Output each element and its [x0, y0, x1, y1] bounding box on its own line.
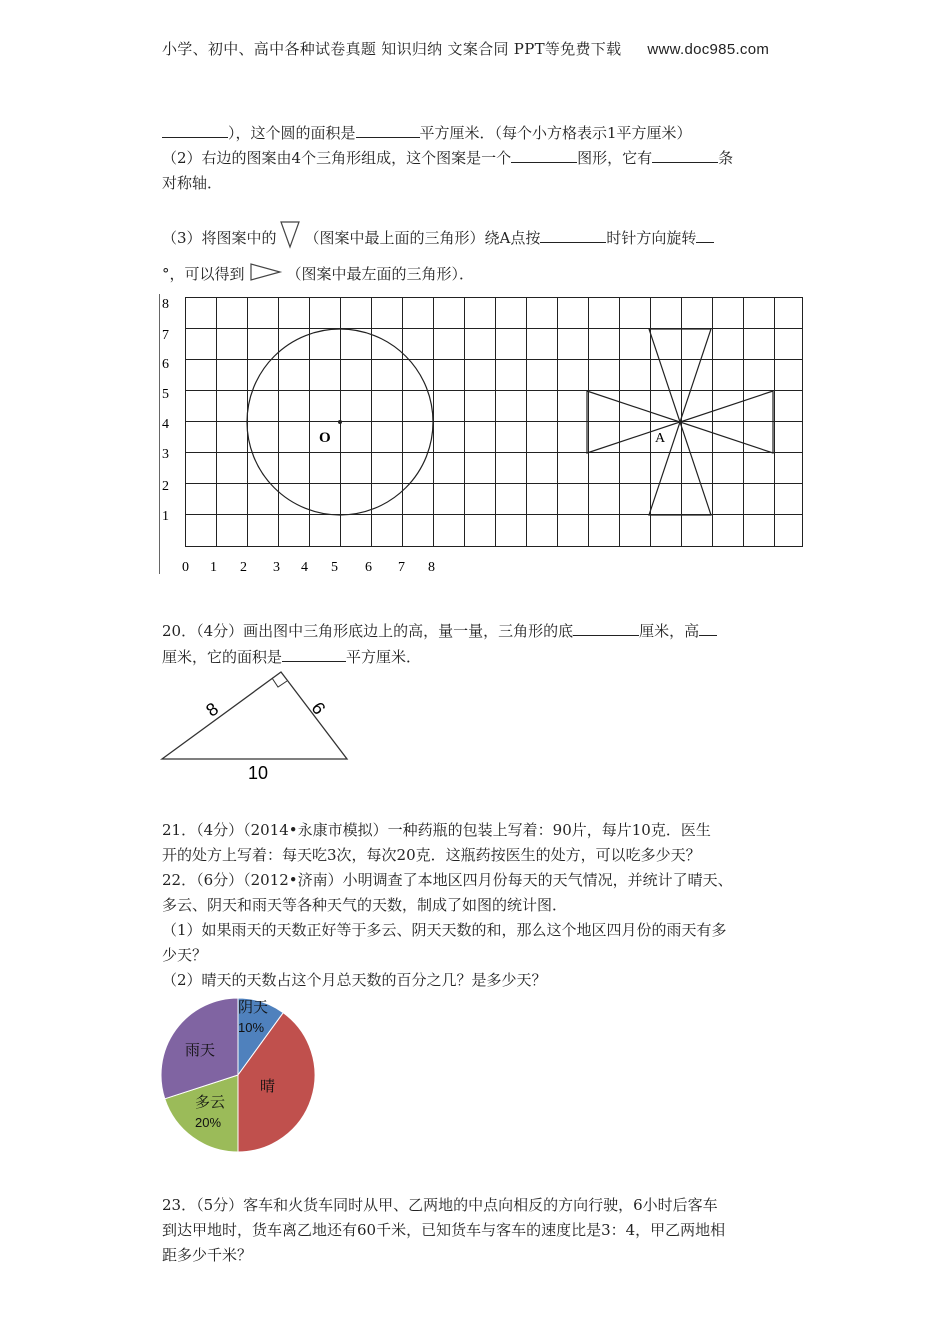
- y-label: 5: [162, 387, 169, 402]
- q19-line1: ），这个圆的面积是 平方厘米．（每个小方格表示1平方厘米）: [162, 122, 692, 144]
- answer-blank[interactable]: [573, 621, 639, 636]
- x-label: 1: [210, 560, 217, 575]
- x-label: 8: [428, 560, 435, 575]
- q21-line1: 21．（4分）（2014•永康市模拟）一种药瓶的包装上写着：90片，每片10克．医生: [162, 821, 711, 839]
- pie-label-partly-cloudy: 多云: [195, 1094, 226, 1111]
- answer-blank[interactable]: [652, 148, 718, 163]
- x-label: 4: [301, 560, 308, 575]
- q23-line1: 23．（5分）客车和火货车同时从甲、乙两地的中点向相反的方向行驶，6小时后客车: [162, 1196, 718, 1214]
- x-axis-labels: [182, 560, 435, 575]
- q22-part1-cont: 少天？: [162, 946, 208, 964]
- y-label: 3: [162, 447, 169, 462]
- x-label: 6: [365, 560, 372, 575]
- header-text: 小学、初中、高中各种试卷真题 知识归纳 文案合同 PPT等免费下载: [162, 40, 622, 58]
- x-label: 3: [273, 560, 280, 575]
- q19-part3: （3）将图案中的 （图案中最上面的三角形）绕A点按 时针方向旋转: [162, 219, 714, 249]
- answer-blank[interactable]: [699, 621, 717, 636]
- y-axis-labels: [162, 297, 169, 524]
- answer-blank[interactable]: [511, 148, 577, 163]
- right-triangle: [162, 672, 347, 759]
- y-label: 6: [162, 357, 169, 372]
- pie-label-rainy: 雨天: [185, 1042, 216, 1059]
- x-label: 0: [182, 560, 189, 575]
- answer-blank[interactable]: [162, 123, 228, 138]
- base-label: 10: [248, 763, 269, 783]
- pie-label-cloudy-day: 阴天: [238, 999, 269, 1016]
- q19-part2-cont: 对称轴．: [162, 174, 223, 192]
- weather-pie-chart: [155, 992, 325, 1157]
- y-label: 8: [162, 297, 169, 312]
- center-label: O: [319, 430, 331, 446]
- page-header: [162, 38, 769, 59]
- answer-blank[interactable]: [356, 123, 420, 138]
- answer-blank[interactable]: [540, 228, 606, 243]
- grid-lines: [185, 297, 803, 547]
- q21-line2: 开的处方上写着：每天吃3次，每次20克．这瓶药按医生的处方，可以吃多少天？: [162, 846, 701, 864]
- triangle-top: [649, 329, 711, 422]
- triangle-figure: [155, 665, 360, 790]
- x-label: 7: [398, 560, 405, 575]
- y-label: 7: [162, 328, 169, 343]
- q20-line2: 厘米，它的面积是 平方厘米．: [162, 648, 422, 666]
- y-label: 1: [162, 509, 169, 524]
- q19-part3-cont: °，可以得到 （图案中最左面的三角形）．: [162, 262, 474, 285]
- q20-line1: 20．（4分）画出图中三角形底边上的高，量一量，三角形的底 厘米，高: [162, 620, 717, 642]
- pie-pct-cloudy-day: 10%: [238, 1020, 265, 1035]
- pie-pct-partly-cloudy: 20%: [195, 1115, 222, 1130]
- right-angle-mark: [272, 678, 287, 687]
- q23-line3: 距多少千米？: [162, 1246, 253, 1264]
- x-label: 2: [240, 560, 247, 575]
- header-site: www.doc985.com: [647, 41, 770, 58]
- x-label: 5: [331, 560, 338, 575]
- center-point: [338, 420, 342, 424]
- pie-label-sunny: 晴: [260, 1078, 276, 1095]
- answer-blank[interactable]: [282, 647, 346, 662]
- q23-line2: 到达甲地时，货车离乙地还有60千米，已知货车与客车的速度比是3：4，甲乙两地相: [162, 1221, 726, 1239]
- grid-figure: [155, 292, 810, 582]
- top-triangle-icon: [279, 219, 303, 249]
- side-left-label: 8: [202, 698, 223, 721]
- y-label: 2: [162, 479, 169, 494]
- y-label: 4: [162, 417, 169, 432]
- left-triangle-icon: [249, 262, 283, 282]
- q22-part1: （1）如果雨天的天数正好等于多云、阴天天数的和，那么这个地区四月份的雨天有多: [162, 921, 727, 939]
- q19-part2: （2）右边的图案由4个三角形组成，这个图案是一个 图形，它有 条: [162, 149, 734, 167]
- q22-line1: 22．（6分）（2012•济南）小明调查了本地区四月份每天的天气情况，并统计了晴天、: [162, 871, 733, 889]
- q22-part2: （2）晴天的天数占这个月总天数的百分之几？是多少天？: [162, 971, 547, 989]
- side-right-label: 6: [307, 698, 330, 719]
- answer-blank[interactable]: [696, 228, 714, 243]
- q22-line2: 多云、阴天和雨天等各种天气的天数，制成了如图的统计图．: [162, 896, 568, 914]
- point-a-label: A: [655, 431, 666, 446]
